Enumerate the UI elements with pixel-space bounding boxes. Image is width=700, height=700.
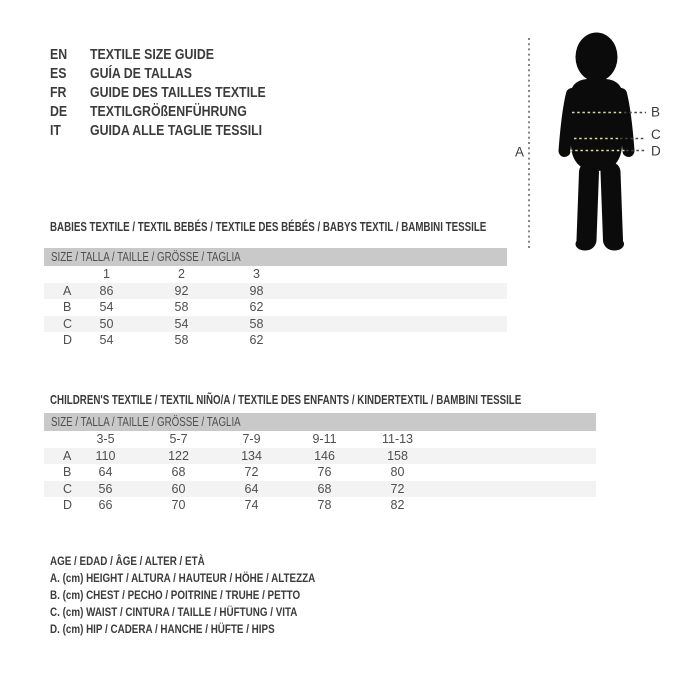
column-header-row: [44, 266, 507, 283]
measure-label-a: A: [514, 144, 524, 160]
table-cell: 62: [249, 300, 264, 315]
language-row-it: [50, 121, 297, 140]
language-code: DE: [50, 103, 68, 120]
language-code: EN: [50, 46, 68, 63]
table-row: [44, 299, 507, 316]
table-cell: 62: [249, 333, 264, 348]
row-label: B: [63, 300, 72, 315]
language-list: [50, 45, 297, 140]
table-cell: 64: [244, 481, 259, 496]
language-title: TEXTILE SIZE GUIDE: [90, 46, 214, 63]
language-code: ES: [50, 65, 67, 82]
silhouette-body: [565, 33, 629, 251]
row-label: A: [63, 448, 72, 463]
table-cell: 72: [390, 481, 405, 496]
table-cell: 82: [390, 498, 405, 513]
column-header: 7-9: [242, 432, 261, 447]
table-cell: 134: [241, 448, 262, 463]
children-section-title: CHILDREN'S TEXTILE / TEXTIL NIÑO/A / TEXTILE DES ENFANTS / KINDERTEXTIL / BAMBINI TESSILE: [50, 393, 522, 407]
table-cell: 58: [249, 316, 264, 331]
language-row-de: [50, 102, 297, 121]
table-cell: 80: [390, 465, 405, 480]
table-cell: 60: [171, 481, 186, 496]
measure-label-b: B: [651, 104, 661, 120]
table-cell: 68: [171, 465, 186, 480]
children-size-table: [44, 413, 596, 514]
table-cell: 98: [249, 283, 264, 298]
column-header: 3: [253, 267, 260, 282]
table-row: [44, 497, 596, 514]
table-cell: 92: [174, 283, 189, 298]
language-code: FR: [50, 84, 67, 101]
legend-line-hip: D. (cm) HIP / CADERA / HANCHE / HÜFTE / HIPS: [50, 622, 275, 636]
row-label: B: [63, 465, 72, 480]
table-row: [44, 481, 596, 498]
table-cell: 58: [174, 333, 189, 348]
table-cell: 146: [314, 448, 335, 463]
language-title: GUIDE DES TAILLES TEXTILE: [90, 84, 266, 101]
language-row-en: [50, 45, 297, 64]
language-row-es: [50, 64, 297, 83]
table-cell: 76: [317, 465, 332, 480]
table-cell: 110: [95, 448, 116, 463]
measure-label-c: C: [651, 127, 661, 142]
table-header-bar: SIZE / TALLA / TAILLE / GRÖSSE / TAGLIA: [44, 248, 507, 266]
table-row: [44, 448, 596, 465]
row-label: C: [63, 316, 73, 331]
table-cell: 58: [174, 300, 189, 315]
table-cell: 54: [174, 316, 189, 331]
babies-size-table: [44, 248, 507, 349]
legend-line-waist: C. (cm) WAIST / CINTURA / TAILLE / HÜFTUNG / VITA: [50, 605, 298, 619]
measure-label-d: D: [651, 143, 661, 159]
table-cell: 122: [168, 448, 189, 463]
column-header: 3-5: [96, 432, 115, 447]
table-cell: 86: [99, 283, 114, 298]
table-cell: 78: [317, 498, 332, 513]
table-cell: 56: [98, 481, 113, 496]
language-title: GUÍA DE TALLAS: [90, 65, 193, 82]
table-row: [44, 283, 507, 300]
babies-section-title: BABIES TEXTILE / TEXTIL BEBÉS / TEXTILE DES BÉBÉS / BABYS TEXTIL / BAMBINI TESSILE: [50, 220, 487, 234]
language-title: TEXTILGRÖßENFÜHRUNG: [90, 103, 247, 120]
row-label: D: [63, 498, 73, 513]
table-cell: 158: [387, 448, 408, 463]
table-cell: 50: [99, 316, 114, 331]
table-cell: 64: [98, 465, 113, 480]
table-cell: 70: [171, 498, 186, 513]
column-header: 5-7: [169, 432, 188, 447]
table-header-bar: SIZE / TALLA / TAILLE / GRÖSSE / TAGLIA: [44, 413, 596, 431]
table-row: [44, 316, 507, 333]
row-label: D: [63, 333, 73, 348]
legend-line-height: A. (cm) HEIGHT / ALTURA / HAUTEUR / HÖHE / ALTEZZA: [50, 571, 316, 585]
row-label: A: [63, 283, 72, 298]
table-cell: 54: [99, 300, 114, 315]
language-code: IT: [50, 122, 61, 139]
row-label: C: [63, 481, 73, 496]
table-cell: 66: [98, 498, 113, 513]
column-header-row: [44, 431, 596, 448]
measurement-legend: [50, 553, 382, 638]
table-cell: 72: [244, 465, 259, 480]
table-row: [44, 332, 507, 349]
language-row-fr: [50, 83, 297, 102]
column-header: 11-13: [381, 432, 414, 447]
column-header: 9-11: [312, 432, 337, 447]
language-title: GUIDA ALLE TAGLIE TESSILI: [90, 122, 263, 139]
table-cell: 68: [317, 481, 332, 496]
table-cell: 74: [244, 498, 259, 513]
table-cell: 54: [99, 333, 114, 348]
column-header: 2: [178, 267, 185, 282]
table-row: [44, 464, 596, 481]
legend-line-age: AGE / EDAD / ÂGE / ALTER / ETÀ: [50, 554, 205, 568]
column-header: 1: [103, 267, 110, 282]
legend-line-chest: B. (cm) CHEST / PECHO / POITRINE / TRUHE / PETTO: [50, 588, 301, 602]
